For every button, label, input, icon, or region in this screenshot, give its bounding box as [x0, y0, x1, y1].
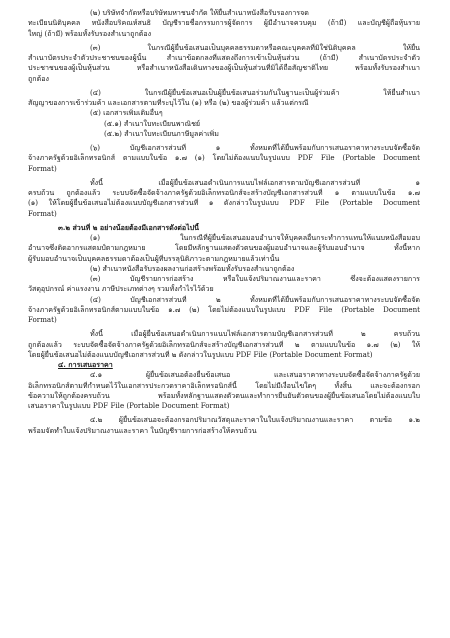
- clause-4-2-text: พร้อมจัดทำใบแจ้งปริมาณงานและราคา ในบัญชีรายการก่อสร้างให้ครบถ้วน: [28, 425, 257, 435]
- section-3-2-heading: ๓.๒ ส่วนที่ ๒ อย่างน้อยต้องมีเอกสารดังต่อไปนี้: [58, 222, 200, 232]
- part1-note: ทั้งนี้ เมื่อผู้ยื่นข้อเสนอดำเนินการแนบไฟล์เอกสารตามบัญชีเอกสารส่วนที่ ๑: [90, 177, 420, 187]
- clause-4-1-text: อิเล็กทรอนิกส์ตามที่กำหนดไว้ในเอกสารประกวดราคาอิเล็กทรอนิกส์นี้ โดยไม่มีเงื่อนไขใดๆ ทั้งสิ้น และจะต้องกรอก: [28, 380, 420, 390]
- part1-note-text: ครบถ้วน ถูกต้องแล้ว ระบบจัดซื้อจัดจ้างภาครัฐด้วยอิเล็กทรอนิกส์จะสร้างบัญชีเอกสารส่วนที่ ๑ ตามแบบในข้อ ๑.๗: [28, 188, 420, 197]
- part2-note-text: ถูกต้องแล้ว ระบบจัดซื้อจัดจ้างภาครัฐด้วยอิเล็กทรอนิกส์จะสร้างบัญชีเอกสารส่วนที่ ๒ ตามแบบในข้อ ๑.๗ (๒) ให้: [28, 339, 420, 349]
- clause-4-2: ๔.๒ ผู้ยื่นข้อเสนอจะต้องกรอกปริมาณวัสดุและราคาในใบแจ้งปริมาณงานและราคา ตามข้อ ๑.๒: [90, 415, 420, 425]
- clause-3-2-4-text: จ้างภาครัฐด้วยอิเล็กทรอนิกส์ตามแบบในข้อ ๑.๗ (๒) โดยไม่ต้องแนบในรูปแบบ PDF File (Portable Document: [28, 304, 420, 314]
- clause-3-2-4: (๔) บัญชีเอกสารส่วนที่ ๒ ทั้งหมดที่ได้ยื่นพร้อมกับการเสนอราคาทางระบบจัดซื้อจัด: [90, 294, 420, 304]
- clause-2-6-text: จ้างภาครัฐด้วยอิเล็กทรอนิกส์ ตามแบบในข้อ ๑.๗ (๑) โดยไม่ต้องแนบในรูปแบบ PDF File (Portable Document: [28, 153, 420, 163]
- clause-2-2-text: ทะเบียนนิติบุคคล หนังสือบริคณห์สนธิ บัญชีรายชื่อกรรมการผู้จัดการ ผู้มีอำนาจควบคุม (ถ้ามี) และบัญชีผู้ถือหุ้นราย: [28, 18, 420, 28]
- clause-2-3-text: สำเนาบัตรประจำตัวประชาชนของผู้นั้น สำเนาข้อตกลงที่แสดงถึงการเข้าเป็นหุ้นส่วน (ถ้ามี) สำเนาบัตรประจำตัว: [28, 53, 420, 62]
- clause-2-4-text: สัญญาของการเข้าร่วมค้า และเอกสารตามที่ระบุไว้ใน (๑) หรือ (๒) ของผู้ร่วมค้า แล้วแต่กรณี: [28, 98, 309, 107]
- section-4-heading: ๔. การเสนอราคา: [58, 360, 113, 369]
- clause-3-2-1-text: ผู้รับมอบอำนาจเป็นบุคคลธรรมดาต้องเป็นผู้ที่บรรลุนิติภาวะตามกฎหมายแล้วเท่านั้น: [28, 253, 280, 263]
- clause-4-1: ๔.๑ ผู้ยื่นข้อเสนอต้องยื่นข้อเสนอ และเสนอราคาทางระบบจัดซื้อจัดจ้างภาครัฐด้วย: [90, 370, 420, 380]
- part1-note-text: (๑) ให้โดยผู้ยื่นข้อเสนอไม่ต้องแนบบัญชีเอกสารส่วนที่ ๑ ดังกล่าวในรูปแบบ PDF File (Portable Document: [28, 198, 420, 208]
- clause-4-1-text: ข้อความให้ถูกต้องครบถ้วน พร้อมทั้งหลักฐานแสดงตัวตนและทำการยืนยันตัวตนของผู้ยื่นข้อเสนอโดยไม่ต้องแนบใบ: [28, 390, 420, 400]
- part2-note: ทั้งนี้ เมื่อผู้ยื่นข้อเสนอดำเนินการแนบไฟล์เอกสารตามบัญชีเอกสารส่วนที่ ๒ ครบถ้วน: [90, 329, 420, 339]
- clause-2-6: (๖) บัญชีเอกสารส่วนที่ ๑ ทั้งหมดที่ได้ยื่นพร้อมกับการเสนอราคาทางระบบจัดซื้อจัด: [90, 143, 420, 152]
- clause-3-2-4-text: Format): [28, 315, 57, 324]
- clause-3-2-2: (๒) สำเนาหนังสือรับรองผลงานก่อสร้างพร้อมทั้งรับรองสำเนาถูกต้อง: [90, 263, 295, 273]
- clause-2-6-text: Format): [28, 163, 57, 173]
- clause-2-4: (๔) ในกรณีผู้ยื่นข้อเสนอเป็นผู้ยื่นข้อเสนอร่วมกันในฐานะเป็นผู้ร่วมค้า ให้ยื่นสำเนา: [90, 87, 420, 97]
- clause-3-2-3: (๓) บัญชีรายการก่อสร้าง หรือใบแจ้งปริมาณงานและราคา ซึ่งจะต้องแสดงรายการ: [90, 274, 420, 283]
- clause-3-2-1-text: อำนาจซึ่งติดอากรแสตมป์ตามกฎหมาย โดยมีหลักฐานแสดงตัวตนของผู้มอบอำนาจและผู้รับมอบอำนาจ ทั้งนี้หาก: [28, 243, 420, 253]
- clause-2-2-text: ใหญ่ (ถ้ามี) พร้อมทั้งรับรองสำเนาถูกต้อง: [28, 28, 152, 38]
- clause-3-2-3-text: วัสดุอุปกรณ์ ค่าแรงงาน ภาษีประเภทต่างๆ รวมทั้งกำไรไว้ด้วย: [28, 284, 214, 294]
- clause-2-5: (๕) เอกสารเพิ่มเติมอื่นๆ: [90, 108, 163, 118]
- clause-3-2-1: (๑) ในกรณีที่ผู้ยื่นข้อเสนอมอบอำนาจให้บุคคลอื่นกระทำการแทนให้แนบหนังสือมอบ: [90, 233, 420, 242]
- clause-2-3-text: ถูกต้อง: [28, 73, 49, 83]
- clause-4-1-text: เสนอราคาในรูปแบบ PDF File (Portable Document Format): [28, 401, 230, 410]
- clause-2-3-text: ประชาชนของผู้เป็นหุ้นส่วน หรือสำเนาหนังสือเดินทางของผู้เป็นหุ้นส่วนที่มิได้ถือสัญชาติไทย พร้อมทั้งรับรองสำเนา: [28, 63, 420, 73]
- clause-2-5-2: (๕.๒) สำเนาใบทะเบียนภาษีมูลค่าเพิ่ม: [104, 128, 219, 138]
- clause-2-3: (๓) ในกรณีผู้ยื่นข้อเสนอเป็นบุคคลธรรมดาหรือคณะบุคคลที่มิใช่นิติบุคคล ให้ยื่น: [90, 42, 420, 52]
- clause-2-2: (๒) บริษัทจำกัดหรือบริษัทมหาชนจำกัด ให้ยื่นสำเนาหนังสือรับรองการจด: [90, 8, 309, 17]
- clause-2-5-1: (๕.๑) สำเนาใบทะเบียนพาณิชย์: [104, 118, 201, 128]
- part2-note-text: โดยผู้ยื่นข้อเสนอไม่ต้องแนบบัญชีเอกสารส่วนที่ ๒ ดังกล่าวในรูปแบบ PDF File (Portable Document Format): [28, 349, 373, 359]
- part1-note-text: Format): [28, 208, 57, 218]
